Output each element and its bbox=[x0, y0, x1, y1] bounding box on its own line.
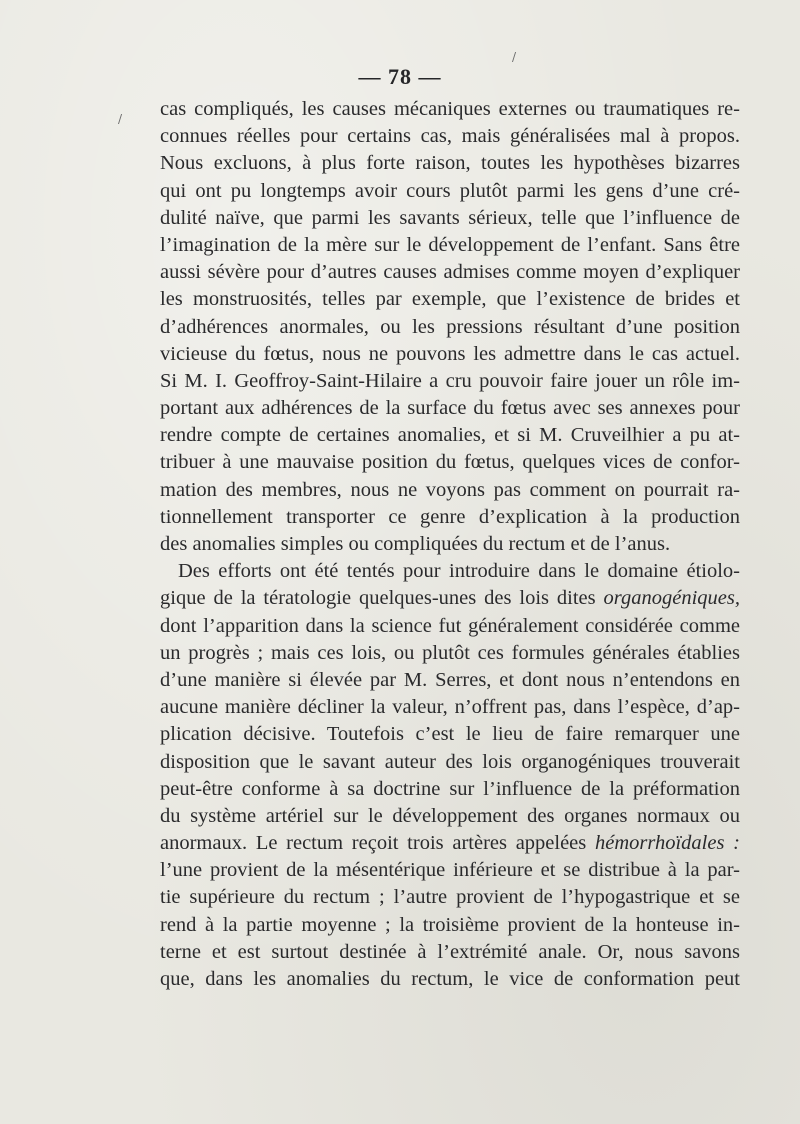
text-segment: aucune manière décliner la valeur, n’offrent pas, dans l’espèce, d’ap- bbox=[160, 696, 740, 719]
text-line bbox=[160, 477, 740, 504]
text-segment: aussi sévère pour d’autres causes admises comme moyen d’expliquer bbox=[160, 261, 740, 284]
text-segment: des anomalies simples ou compliquées du rectum et de l’anus. bbox=[160, 533, 671, 555]
text-line bbox=[160, 531, 740, 558]
text-segment: disposition que le savant auteur des lois organogéniques trouverait bbox=[160, 750, 740, 773]
text-line bbox=[160, 96, 740, 123]
text-segment: dont l’apparition dans la science fut généralement considérée comme bbox=[160, 614, 740, 637]
text-segment: tie supérieure du rectum ; l’autre provient de l’hypogastrique et se bbox=[160, 886, 740, 909]
page-number: — 78 — bbox=[358, 64, 442, 89]
text-line bbox=[160, 912, 740, 939]
text-line bbox=[160, 341, 740, 368]
text-line bbox=[160, 721, 740, 748]
text-segment: un progrès ; mais ces lois, ou plutôt ces formules générales établies bbox=[160, 641, 740, 664]
text-segment: Des efforts ont été tentés pour introduire dans le domaine étiolo- bbox=[178, 560, 740, 583]
text-line bbox=[160, 205, 740, 232]
text-line bbox=[160, 123, 740, 150]
text-segment: les monstruosités, telles par exemple, que l’existence de brides et bbox=[160, 288, 740, 311]
text-line bbox=[160, 884, 740, 911]
text-line bbox=[160, 504, 740, 531]
text-segment: gique de la tératologie quelques-unes des lois dites bbox=[160, 587, 604, 610]
text-line bbox=[160, 640, 740, 667]
text-segment: connues réelles pour certains cas, mais généralisées mal à propos. bbox=[160, 125, 740, 148]
text-segment: Nous excluons, à plus forte raison, toutes les hypothèses bizarres bbox=[160, 152, 740, 175]
text-line bbox=[160, 422, 740, 449]
text-line bbox=[160, 178, 740, 205]
text-segment: tionnellement transporter ce genre d’explication à la production bbox=[160, 505, 740, 528]
text-line bbox=[160, 803, 740, 830]
text-line bbox=[160, 939, 740, 966]
text-line bbox=[160, 558, 740, 585]
text-segment: l’une provient de la mésentérique inférieure et se distribue à la par- bbox=[160, 859, 740, 882]
text-segment: rendre compte de certaines anomalies, et si M. Cruveilhier a pu at- bbox=[160, 424, 740, 447]
text-line bbox=[160, 966, 740, 993]
text-segment: rend à la partie moyenne ; la troisième provient de la honteuse in- bbox=[160, 913, 740, 936]
text-line bbox=[160, 585, 740, 612]
text-line bbox=[160, 395, 740, 422]
text-line bbox=[160, 667, 740, 694]
text-line bbox=[160, 776, 740, 803]
text-segment: d’une manière si élevée par M. Serres, et dont nous n’entendons en bbox=[160, 668, 740, 691]
text-line bbox=[160, 613, 740, 640]
text-line bbox=[160, 694, 740, 721]
text-line bbox=[160, 857, 740, 884]
text-segment: peut-être conforme à sa doctrine sur l’influence de la préformation bbox=[160, 777, 740, 800]
text-line bbox=[160, 368, 740, 395]
text-segment: tribuer à une mauvaise position du fœtus, quelques vices de confor- bbox=[160, 451, 740, 474]
text-segment: plication décisive. Toutefois c’est le lieu de faire remarquer une bbox=[160, 723, 740, 746]
italic-term: organogéniques, bbox=[603, 587, 740, 610]
text-segment: anormaux. Le rectum reçoit trois artères appelées bbox=[160, 832, 595, 855]
margin-mark: / bbox=[512, 50, 517, 64]
text-line bbox=[160, 286, 740, 313]
text-segment: d’adhérences anormales, ou les pressions résultant d’une position bbox=[160, 315, 740, 338]
italic-term: hémorrhoïdales : bbox=[594, 832, 740, 855]
text-segment: portant aux adhérences de la surface du fœtus avec ses annexes pour bbox=[160, 397, 740, 420]
text-line bbox=[160, 830, 740, 857]
text-line bbox=[160, 749, 740, 776]
text-line bbox=[160, 314, 740, 341]
text-segment: que, dans les anomalies du rectum, le vice de conformation peut bbox=[160, 968, 740, 990]
text-segment: vicieuse du fœtus, nous ne pouvons les admettre dans le cas actuel. bbox=[160, 342, 740, 365]
body-text bbox=[160, 96, 740, 993]
text-segment: cas compliqués, les causes mécaniques externes ou traumatiques re- bbox=[160, 98, 740, 120]
text-line bbox=[160, 449, 740, 476]
text-segment: terne et est surtout destinée à l’extrémité anale. Or, nous savons bbox=[160, 940, 740, 963]
text-segment: qui ont pu longtemps avoir cours plutôt parmi les gens d’une cré- bbox=[160, 179, 740, 202]
text-line bbox=[160, 150, 740, 177]
text-line bbox=[160, 232, 740, 259]
text-segment: l’imagination de la mère sur le développement de l’enfant. Sans être bbox=[160, 233, 740, 256]
text-line bbox=[160, 259, 740, 286]
text-segment: du système artériel sur le développement des organes normaux ou bbox=[160, 804, 740, 827]
text-segment: dulité naïve, que parmi les savants sérieux, telle que l’influence de bbox=[160, 206, 740, 229]
text-segment: mation des membres, nous ne voyons pas comment on pourrait ra- bbox=[160, 478, 740, 501]
text-segment: Si M. I. Geoffroy-Saint-Hilaire a cru pouvoir faire jouer un rôle im- bbox=[160, 369, 740, 392]
margin-mark: / bbox=[118, 112, 123, 126]
